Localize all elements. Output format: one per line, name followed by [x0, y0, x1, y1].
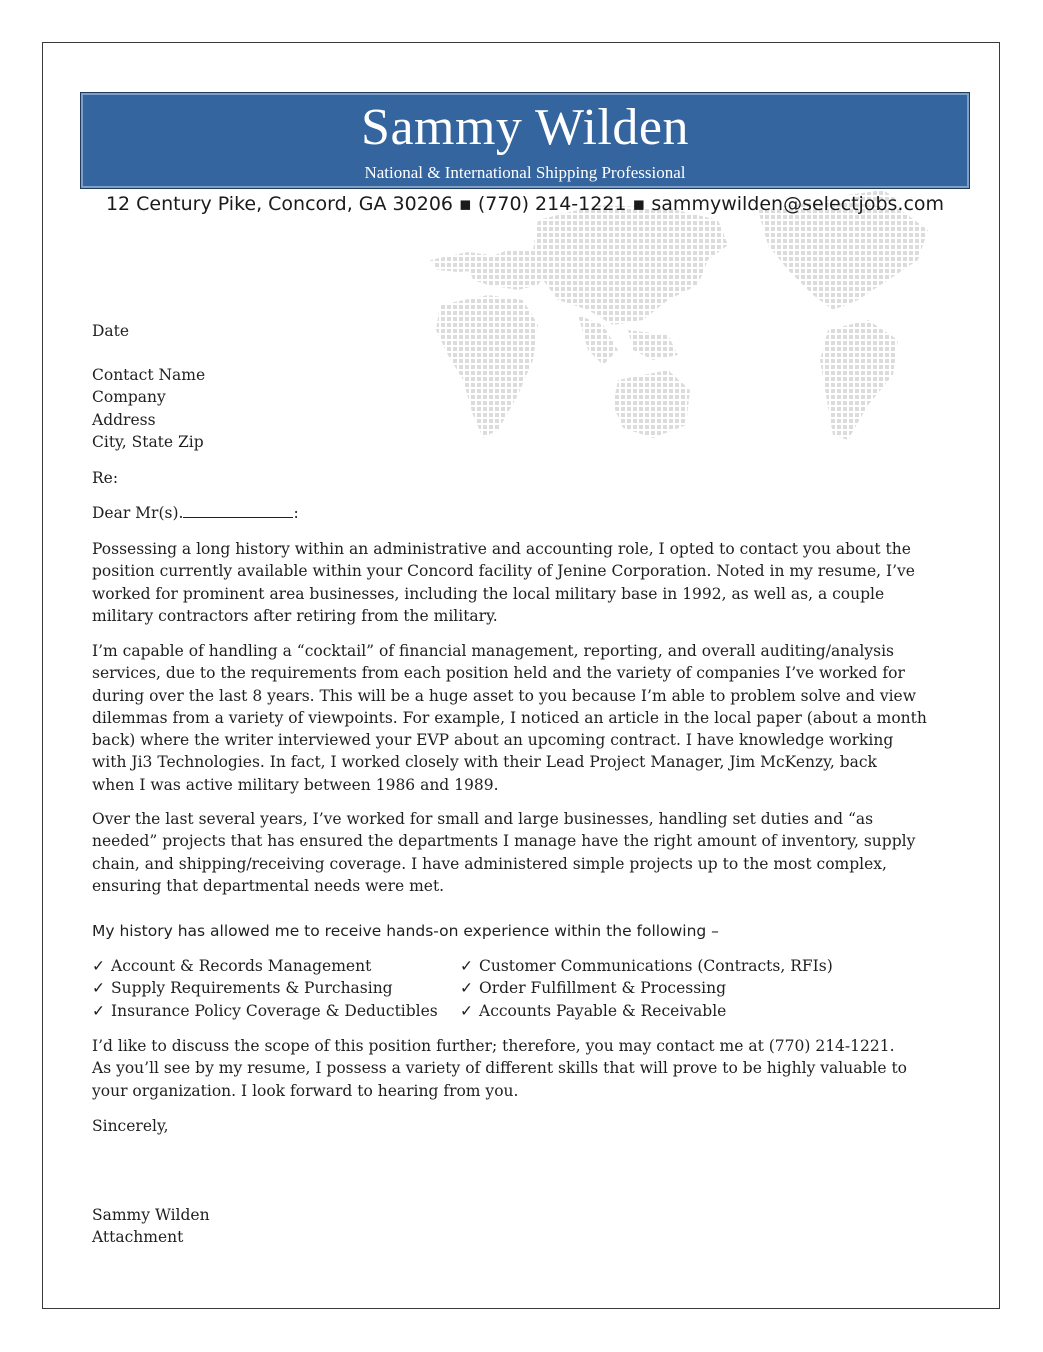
checkmark-icon: ✓ [460, 957, 473, 975]
paragraph-line: military contractors after retiring from the military. [92, 606, 498, 625]
checkmark-icon: ✓ [92, 979, 105, 998]
paragraph-line: during over the last 8 years. This will be a huge asset to you because I’m able to problem solve and view [92, 686, 916, 705]
recipient-company: Company [92, 388, 166, 407]
paragraph-2 [92, 640, 927, 796]
skill-item [460, 1000, 833, 1022]
skills-intro: My history has allowed me to receive hands-on experience within the following – [92, 922, 719, 940]
world-map-watermark [428, 190, 973, 452]
checkmark-icon: ✓ [92, 1001, 105, 1020]
paragraph-line: needed” projects that has ensured the departments I manage have the right amount of inventory, supply [92, 832, 916, 851]
separator: ▪ [459, 193, 472, 215]
salutation-suffix: : [293, 504, 299, 522]
paragraph-line: ensuring that departmental needs were met. [92, 876, 445, 895]
skill-label: Accounts Payable & Receivable [479, 1001, 727, 1020]
phone: (770) 214-1221 [477, 193, 627, 215]
skill-label: Customer Communications (Contracts, RFIs) [479, 957, 833, 975]
paragraph-line: Possessing a long history within an administrative and accounting role, I opted to contact you about the [92, 540, 911, 558]
closing: Sincerely, [92, 1117, 169, 1135]
contact-line [80, 191, 970, 217]
paragraph-line: I’m capable of handling a “cocktail” of financial management, reporting, and overall auditing/analysis [92, 642, 894, 660]
skill-item [92, 977, 438, 999]
paragraph-1 [92, 538, 915, 627]
paragraph-line: chain, and shipping/receiving coverage. I have administered simple projects up to the most complex, [92, 854, 887, 873]
salutation-prefix: Dear Mr(s). [92, 504, 184, 522]
salutation [92, 502, 299, 524]
signature-block [92, 1204, 210, 1249]
checkmark-icon: ✓ [460, 1001, 473, 1020]
skill-label: Account & Records Management [111, 957, 372, 975]
skill-label: Supply Requirements & Purchasing [111, 979, 393, 998]
skill-item [92, 955, 438, 977]
recipient-city-state-zip: City, State Zip [92, 432, 204, 451]
paragraph-line: position currently available within your Concord facility of Jenine Corporation. Noted in my resume, I’ve [92, 562, 915, 581]
salutation-blank [183, 503, 293, 518]
checkmark-icon: ✓ [92, 957, 105, 975]
skill-label: Insurance Policy Coverage & Deductibles [111, 1001, 438, 1020]
skill-item [460, 955, 833, 977]
paragraph-line: your organization. I look forward to hearing from you. [92, 1081, 519, 1100]
recipient-contact-name: Contact Name [92, 366, 206, 384]
skill-label: Order Fulfillment & Processing [479, 979, 727, 998]
address: 12 Century Pike, Concord, GA 30206 [105, 193, 453, 215]
paragraph-line: when I was active military between 1986 and 1989. [92, 775, 499, 794]
separator: ▪ [632, 193, 646, 215]
paragraph-line: Over the last several years, I’ve worked for small and large businesses, handling set duties and “as [92, 810, 874, 828]
skills-list-right [460, 955, 833, 1022]
paragraph-line: As you’ll see by my resume, I possess a variety of different skills that will prove to be highly valuable to [92, 1059, 907, 1078]
recipient-block [92, 364, 205, 453]
recipient-address: Address [92, 410, 156, 429]
email-link[interactable]: sammywilden@selectjobs.com [651, 193, 945, 215]
checkmark-icon: ✓ [460, 979, 473, 998]
enclosure-note: Attachment [92, 1228, 184, 1247]
skill-item [460, 977, 833, 999]
paragraph-line: dilemmas from a variety of viewpoints. For example, I noticed an article in the local paper (about a month [92, 708, 927, 727]
re-line: Re: [92, 469, 119, 487]
date-line: Date [92, 322, 130, 340]
signature-name: Sammy Wilden [92, 1206, 210, 1224]
applicant-name: Sammy Wilden [361, 99, 689, 156]
skills-list-left [92, 955, 438, 1022]
professional-tagline: National & International Shipping Professional [364, 163, 686, 182]
skill-item [92, 1000, 438, 1022]
paragraph-line: with Ji3 Technologies. In fact, I worked closely with their Lead Project Manager, Jim McKenzy, back [92, 753, 877, 772]
paragraph-line: worked for prominent area businesses, including the local military base in 1992, as well as, a couple [92, 584, 885, 603]
paragraph-3 [92, 808, 915, 897]
paragraph-line: services, due to the requirements from each position held and the variety of companies I’ve worked for [92, 664, 905, 683]
header-band [80, 92, 970, 189]
paragraph-line: back) where the writer interviewed your EVP about an upcoming contract. I have knowledge working [92, 731, 894, 750]
paragraph-line: I’d like to discuss the scope of this position further; therefore, you may contact me at (770) 214-1221. [92, 1037, 895, 1055]
paragraph-4 [92, 1035, 907, 1102]
